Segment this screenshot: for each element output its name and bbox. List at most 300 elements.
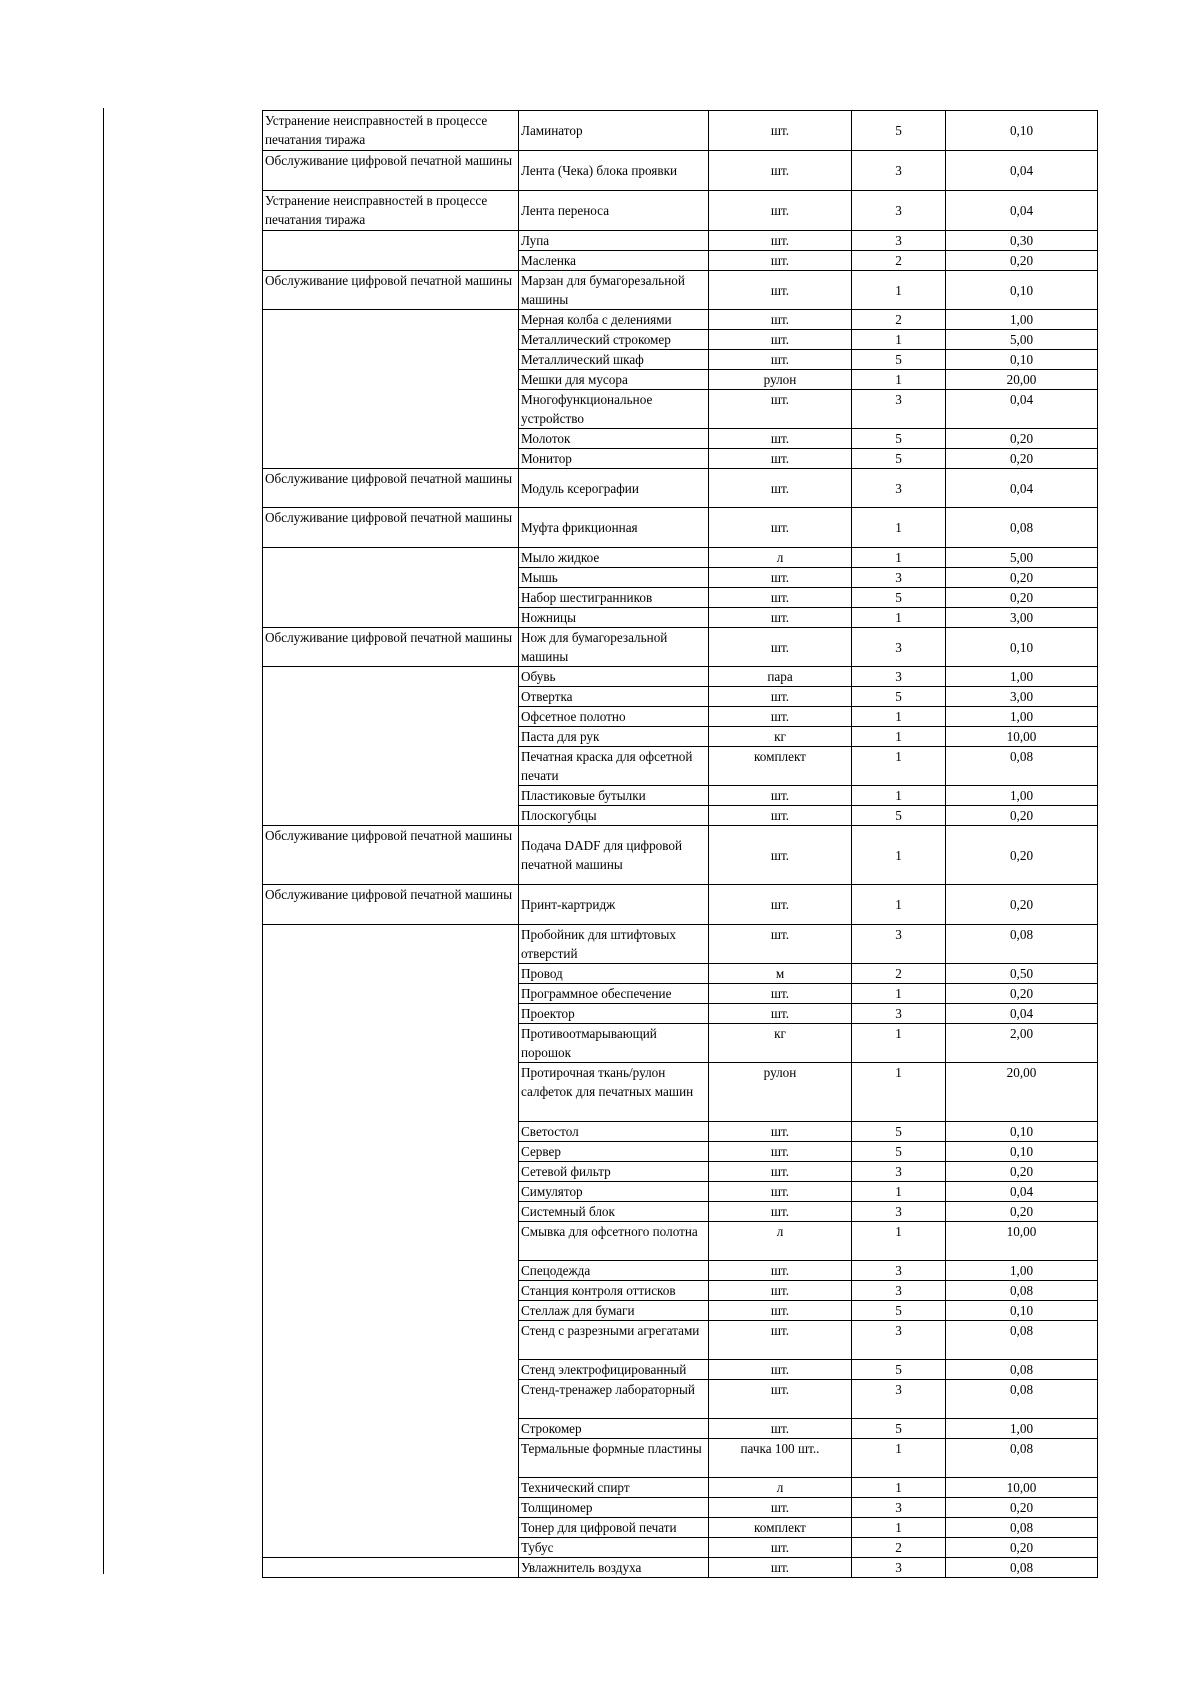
- norm-cell: 0,20: [946, 984, 1098, 1004]
- quantity-cell: 2: [852, 310, 946, 330]
- table-row: [263, 1261, 1098, 1281]
- unit-cell: шт.: [709, 1004, 852, 1024]
- quantity-cell: 5: [852, 588, 946, 608]
- unit-cell: шт.: [709, 628, 852, 667]
- table-row: [263, 568, 1098, 588]
- norm-cell: 0,20: [946, 429, 1098, 449]
- norm-cell: 10,00: [946, 1222, 1098, 1261]
- item-name-cell: Протирочная ткань/рулон салфеток для печатных машин: [519, 1063, 709, 1122]
- table-row: [263, 310, 1098, 330]
- norm-cell: 1,00: [946, 310, 1098, 330]
- purpose-cell: Обслуживание цифровой печатной машины: [263, 151, 519, 191]
- norm-cell: 0,20: [946, 1162, 1098, 1182]
- item-name-cell: Металлический строкомер: [519, 330, 709, 350]
- item-name-cell: Стеллаж для бумаги: [519, 1301, 709, 1321]
- purpose-cell: Устранение неисправностей в процессе печатания тиража: [263, 191, 519, 231]
- table-row: [263, 350, 1098, 370]
- norm-cell: 1,00: [946, 786, 1098, 806]
- norm-cell: 0,10: [946, 271, 1098, 310]
- table-row: [263, 667, 1098, 687]
- item-name-cell: Светостол: [519, 1122, 709, 1142]
- quantity-cell: 3: [852, 1498, 946, 1518]
- unit-cell: шт.: [709, 786, 852, 806]
- norm-cell: 5,00: [946, 548, 1098, 568]
- unit-cell: шт.: [709, 429, 852, 449]
- item-name-cell: Печатная краска для офсетной печати: [519, 747, 709, 786]
- norm-cell: 1,00: [946, 1419, 1098, 1439]
- purpose-cell: Обслуживание цифровой печатной машины: [263, 469, 519, 508]
- norm-cell: 0,08: [946, 508, 1098, 548]
- norm-cell: 3,00: [946, 687, 1098, 707]
- item-name-cell: Программное обеспечение: [519, 984, 709, 1004]
- purpose-cell: Обслуживание цифровой печатной машины: [263, 628, 519, 667]
- purpose-cell: [263, 1439, 519, 1478]
- quantity-cell: 3: [852, 191, 946, 231]
- item-name-cell: Пластиковые бутылки: [519, 786, 709, 806]
- quantity-cell: 1: [852, 826, 946, 885]
- purpose-cell: [263, 1301, 519, 1321]
- purpose-cell: [263, 251, 519, 271]
- quantity-cell: 1: [852, 608, 946, 628]
- unit-cell: шт.: [709, 806, 852, 826]
- norm-cell: 0,20: [946, 449, 1098, 469]
- item-name-cell: Увлажнитель воздуха: [519, 1558, 709, 1578]
- purpose-cell: [263, 667, 519, 687]
- table-row: [263, 271, 1098, 310]
- purpose-cell: [263, 310, 519, 330]
- table-row: [263, 727, 1098, 747]
- unit-cell: шт.: [709, 687, 852, 707]
- table-row: [263, 925, 1098, 964]
- unit-cell: шт.: [709, 826, 852, 885]
- quantity-cell: 1: [852, 984, 946, 1004]
- table-row: [263, 508, 1098, 548]
- item-name-cell: Офсетное полотно: [519, 707, 709, 727]
- item-name-cell: Смывка для офсетного полотна: [519, 1222, 709, 1261]
- quantity-cell: 1: [852, 330, 946, 350]
- unit-cell: шт.: [709, 885, 852, 925]
- unit-cell: пачка 100 шт..: [709, 1439, 852, 1478]
- unit-cell: шт.: [709, 310, 852, 330]
- item-name-cell: Многофункциональное устройство: [519, 390, 709, 429]
- unit-cell: шт.: [709, 1182, 852, 1202]
- quantity-cell: 5: [852, 1360, 946, 1380]
- table-row: [263, 111, 1098, 151]
- quantity-cell: 1: [852, 1478, 946, 1498]
- item-name-cell: Модуль ксерографии: [519, 469, 709, 508]
- unit-cell: шт.: [709, 231, 852, 251]
- table-row: [263, 806, 1098, 826]
- table-row: [263, 1301, 1098, 1321]
- unit-cell: л: [709, 1478, 852, 1498]
- quantity-cell: 3: [852, 667, 946, 687]
- quantity-cell: 3: [852, 628, 946, 667]
- unit-cell: шт.: [709, 449, 852, 469]
- unit-cell: шт.: [709, 508, 852, 548]
- purpose-cell: [263, 608, 519, 628]
- item-name-cell: Противоотмарывающий порошок: [519, 1024, 709, 1063]
- item-name-cell: Отвертка: [519, 687, 709, 707]
- quantity-cell: 3: [852, 568, 946, 588]
- unit-cell: шт.: [709, 151, 852, 191]
- norm-cell: 0,20: [946, 885, 1098, 925]
- norm-cell: 0,04: [946, 1004, 1098, 1024]
- table-row: [263, 370, 1098, 390]
- purpose-cell: [263, 1063, 519, 1122]
- norm-cell: 0,20: [946, 568, 1098, 588]
- purpose-cell: [263, 1024, 519, 1063]
- purpose-cell: [263, 370, 519, 390]
- quantity-cell: 5: [852, 687, 946, 707]
- purpose-cell: [263, 687, 519, 707]
- norm-cell: 0,08: [946, 1558, 1098, 1578]
- norm-cell: 0,10: [946, 1122, 1098, 1142]
- unit-cell: шт.: [709, 111, 852, 151]
- quantity-cell: 1: [852, 786, 946, 806]
- unit-cell: л: [709, 1222, 852, 1261]
- table-row: [263, 1518, 1098, 1538]
- unit-cell: комплект: [709, 1518, 852, 1538]
- unit-cell: кг: [709, 1024, 852, 1063]
- quantity-cell: 5: [852, 449, 946, 469]
- quantity-cell: 1: [852, 271, 946, 310]
- unit-cell: шт.: [709, 608, 852, 628]
- norm-cell: 0,20: [946, 806, 1098, 826]
- norm-cell: 0,10: [946, 1301, 1098, 1321]
- unit-cell: шт.: [709, 1419, 852, 1439]
- purpose-cell: [263, 1261, 519, 1281]
- table-row: [263, 251, 1098, 271]
- norm-cell: 0,30: [946, 231, 1098, 251]
- unit-cell: шт.: [709, 469, 852, 508]
- unit-cell: шт.: [709, 568, 852, 588]
- quantity-cell: 3: [852, 925, 946, 964]
- quantity-cell: 5: [852, 1142, 946, 1162]
- item-name-cell: Стенд электрофицированный: [519, 1360, 709, 1380]
- table-row: [263, 151, 1098, 191]
- purpose-cell: [263, 747, 519, 786]
- item-name-cell: Лента (Чека) блока проявки: [519, 151, 709, 191]
- item-name-cell: Лупа: [519, 231, 709, 251]
- norm-cell: 0,20: [946, 1202, 1098, 1222]
- table-row: [263, 1122, 1098, 1142]
- quantity-cell: 3: [852, 231, 946, 251]
- item-name-cell: Технический спирт: [519, 1478, 709, 1498]
- table-row: [263, 1182, 1098, 1202]
- norm-cell: 0,20: [946, 251, 1098, 271]
- quantity-cell: 1: [852, 727, 946, 747]
- table-row: [263, 1222, 1098, 1261]
- purpose-cell: [263, 429, 519, 449]
- norm-cell: 0,08: [946, 1321, 1098, 1360]
- purpose-cell: Обслуживание цифровой печатной машины: [263, 885, 519, 925]
- table-row: [263, 1478, 1098, 1498]
- norm-cell: 0,10: [946, 111, 1098, 151]
- unit-cell: шт.: [709, 1498, 852, 1518]
- item-name-cell: Набор шестигранников: [519, 588, 709, 608]
- item-name-cell: Ламинатор: [519, 111, 709, 151]
- table-row: [263, 1498, 1098, 1518]
- unit-cell: шт.: [709, 588, 852, 608]
- unit-cell: л: [709, 548, 852, 568]
- item-name-cell: Мерная колба с делениями: [519, 310, 709, 330]
- unit-cell: шт.: [709, 251, 852, 271]
- quantity-cell: 1: [852, 1063, 946, 1122]
- quantity-cell: 3: [852, 1321, 946, 1360]
- purpose-cell: [263, 806, 519, 826]
- quantity-cell: 1: [852, 370, 946, 390]
- item-name-cell: Сервер: [519, 1142, 709, 1162]
- quantity-cell: 1: [852, 508, 946, 548]
- unit-cell: шт.: [709, 1558, 852, 1578]
- purpose-cell: [263, 727, 519, 747]
- norm-cell: 0,04: [946, 191, 1098, 231]
- table-row: [263, 1024, 1098, 1063]
- purpose-cell: [263, 925, 519, 964]
- purpose-cell: Обслуживание цифровой печатной машины: [263, 271, 519, 310]
- left-margin-rule: [103, 108, 104, 1574]
- item-name-cell: Ножницы: [519, 608, 709, 628]
- table-row: [263, 469, 1098, 508]
- unit-cell: шт.: [709, 925, 852, 964]
- purpose-cell: [263, 1004, 519, 1024]
- item-name-cell: Строкомер: [519, 1419, 709, 1439]
- purpose-cell: [263, 568, 519, 588]
- table-row: [263, 449, 1098, 469]
- norm-cell: 1,00: [946, 667, 1098, 687]
- norm-cell: 1,00: [946, 707, 1098, 727]
- norm-cell: 0,20: [946, 1538, 1098, 1558]
- norm-cell: 0,04: [946, 151, 1098, 191]
- table-row: [263, 1360, 1098, 1380]
- item-name-cell: Марзан для бумагорезальной машины: [519, 271, 709, 310]
- table-row: [263, 1419, 1098, 1439]
- quantity-cell: 3: [852, 469, 946, 508]
- unit-cell: шт.: [709, 1301, 852, 1321]
- quantity-cell: 3: [852, 1380, 946, 1419]
- table-row: [263, 707, 1098, 727]
- purpose-cell: [263, 449, 519, 469]
- norm-cell: 0,10: [946, 628, 1098, 667]
- unit-cell: шт.: [709, 350, 852, 370]
- table-row: [263, 1281, 1098, 1301]
- purpose-cell: [263, 1222, 519, 1261]
- table-row: [263, 608, 1098, 628]
- norm-cell: 20,00: [946, 370, 1098, 390]
- unit-cell: шт.: [709, 1162, 852, 1182]
- unit-cell: рулон: [709, 1063, 852, 1122]
- table-row: [263, 1558, 1098, 1578]
- item-name-cell: Плоскогубцы: [519, 806, 709, 826]
- item-name-cell: Провод: [519, 964, 709, 984]
- purpose-cell: [263, 964, 519, 984]
- unit-cell: шт.: [709, 1122, 852, 1142]
- item-name-cell: Пробойник для штифтовых отверстий: [519, 925, 709, 964]
- quantity-cell: 5: [852, 806, 946, 826]
- norm-cell: 0,08: [946, 925, 1098, 964]
- purpose-cell: [263, 231, 519, 251]
- unit-cell: шт.: [709, 390, 852, 429]
- unit-cell: шт.: [709, 1281, 852, 1301]
- unit-cell: шт.: [709, 1360, 852, 1380]
- purpose-cell: [263, 1419, 519, 1439]
- unit-cell: шт.: [709, 1321, 852, 1360]
- table-row: [263, 330, 1098, 350]
- unit-cell: м: [709, 964, 852, 984]
- purpose-cell: [263, 1558, 519, 1578]
- norm-cell: 0,08: [946, 1439, 1098, 1478]
- norm-cell: 2,00: [946, 1024, 1098, 1063]
- item-name-cell: Обувь: [519, 667, 709, 687]
- quantity-cell: 3: [852, 1558, 946, 1578]
- quantity-cell: 3: [852, 1162, 946, 1182]
- purpose-cell: [263, 1321, 519, 1360]
- unit-cell: шт.: [709, 271, 852, 310]
- quantity-cell: 2: [852, 251, 946, 271]
- item-name-cell: Мышь: [519, 568, 709, 588]
- purpose-cell: [263, 350, 519, 370]
- item-name-cell: Мешки для мусора: [519, 370, 709, 390]
- purpose-cell: [263, 548, 519, 568]
- norm-cell: 0,04: [946, 1182, 1098, 1202]
- purpose-cell: [263, 1142, 519, 1162]
- item-name-cell: Тубус: [519, 1538, 709, 1558]
- unit-cell: шт.: [709, 1380, 852, 1419]
- purpose-cell: [263, 390, 519, 429]
- norm-cell: 10,00: [946, 1478, 1098, 1498]
- table-row: [263, 191, 1098, 231]
- table-row: [263, 1142, 1098, 1162]
- unit-cell: шт.: [709, 1142, 852, 1162]
- table-row: [263, 1321, 1098, 1360]
- item-name-cell: Мыло жидкое: [519, 548, 709, 568]
- purpose-cell: [263, 1281, 519, 1301]
- purpose-cell: [263, 330, 519, 350]
- unit-cell: пара: [709, 667, 852, 687]
- quantity-cell: 3: [852, 390, 946, 429]
- table-row: [263, 390, 1098, 429]
- purpose-cell: [263, 1182, 519, 1202]
- table-row: [263, 1004, 1098, 1024]
- item-name-cell: Термальные формные пластины: [519, 1439, 709, 1478]
- quantity-cell: 1: [852, 548, 946, 568]
- item-name-cell: Проектор: [519, 1004, 709, 1024]
- norm-cell: 0,08: [946, 1360, 1098, 1380]
- quantity-cell: 3: [852, 151, 946, 191]
- item-name-cell: Муфта фрикционная: [519, 508, 709, 548]
- quantity-cell: 3: [852, 1202, 946, 1222]
- quantity-cell: 2: [852, 964, 946, 984]
- purpose-cell: [263, 1380, 519, 1419]
- purpose-cell: [263, 1202, 519, 1222]
- item-name-cell: Станция контроля оттисков: [519, 1281, 709, 1301]
- table-row: [263, 826, 1098, 885]
- item-name-cell: Стенд-тренажер лабораторный: [519, 1380, 709, 1419]
- quantity-cell: 1: [852, 1024, 946, 1063]
- table-body: [263, 111, 1098, 1578]
- purpose-cell: [263, 707, 519, 727]
- purpose-cell: [263, 984, 519, 1004]
- table-row: [263, 964, 1098, 984]
- norm-cell: 0,08: [946, 1281, 1098, 1301]
- unit-cell: кг: [709, 727, 852, 747]
- item-name-cell: Системный блок: [519, 1202, 709, 1222]
- purpose-cell: [263, 1518, 519, 1538]
- purpose-cell: [263, 1498, 519, 1518]
- quantity-cell: 5: [852, 350, 946, 370]
- quantity-cell: 5: [852, 1419, 946, 1439]
- quantity-cell: 1: [852, 1182, 946, 1202]
- norm-cell: 0,04: [946, 469, 1098, 508]
- table-row: [263, 747, 1098, 786]
- item-name-cell: Нож для бумагорезальной машины: [519, 628, 709, 667]
- norm-cell: 5,00: [946, 330, 1098, 350]
- norm-cell: 0,20: [946, 1498, 1098, 1518]
- quantity-cell: 3: [852, 1004, 946, 1024]
- item-name-cell: Подача DADF для цифровой печатной машины: [519, 826, 709, 885]
- norm-cell: 1,00: [946, 1261, 1098, 1281]
- norm-cell: 20,00: [946, 1063, 1098, 1122]
- norm-cell: 3,00: [946, 608, 1098, 628]
- table-row: [263, 786, 1098, 806]
- item-name-cell: Тонер для цифровой печати: [519, 1518, 709, 1538]
- unit-cell: шт.: [709, 1202, 852, 1222]
- quantity-cell: 5: [852, 111, 946, 151]
- table-row: [263, 1380, 1098, 1419]
- unit-cell: шт.: [709, 984, 852, 1004]
- quantity-cell: 3: [852, 1261, 946, 1281]
- norm-cell: 0,08: [946, 747, 1098, 786]
- table-row: [263, 1162, 1098, 1182]
- table-row: [263, 231, 1098, 251]
- purpose-cell: [263, 1122, 519, 1142]
- quantity-cell: 5: [852, 1122, 946, 1142]
- item-name-cell: Спецодежда: [519, 1261, 709, 1281]
- item-name-cell: Молоток: [519, 429, 709, 449]
- item-name-cell: Принт-картридж: [519, 885, 709, 925]
- unit-cell: шт.: [709, 330, 852, 350]
- table-row: [263, 885, 1098, 925]
- table-row: [263, 1538, 1098, 1558]
- norm-cell: 0,10: [946, 350, 1098, 370]
- quantity-cell: 2: [852, 1538, 946, 1558]
- table-row: [263, 984, 1098, 1004]
- quantity-cell: 5: [852, 429, 946, 449]
- purpose-cell: [263, 588, 519, 608]
- unit-cell: шт.: [709, 191, 852, 231]
- quantity-cell: 1: [852, 885, 946, 925]
- unit-cell: комплект: [709, 747, 852, 786]
- table-row: [263, 1063, 1098, 1122]
- item-name-cell: Монитор: [519, 449, 709, 469]
- item-name-cell: Металлический шкаф: [519, 350, 709, 370]
- purpose-cell: Устранение неисправностей в процессе печатания тиража: [263, 111, 519, 151]
- table-row: [263, 548, 1098, 568]
- table-row: [263, 588, 1098, 608]
- norm-cell: 0,04: [946, 390, 1098, 429]
- item-name-cell: Толщиномер: [519, 1498, 709, 1518]
- item-name-cell: Паста для рук: [519, 727, 709, 747]
- unit-cell: шт.: [709, 707, 852, 727]
- quantity-cell: 1: [852, 747, 946, 786]
- item-name-cell: Масленка: [519, 251, 709, 271]
- unit-cell: шт.: [709, 1538, 852, 1558]
- quantity-cell: 3: [852, 1281, 946, 1301]
- quantity-cell: 1: [852, 1222, 946, 1261]
- item-name-cell: Лента переноса: [519, 191, 709, 231]
- purpose-cell: [263, 1162, 519, 1182]
- unit-cell: шт.: [709, 1261, 852, 1281]
